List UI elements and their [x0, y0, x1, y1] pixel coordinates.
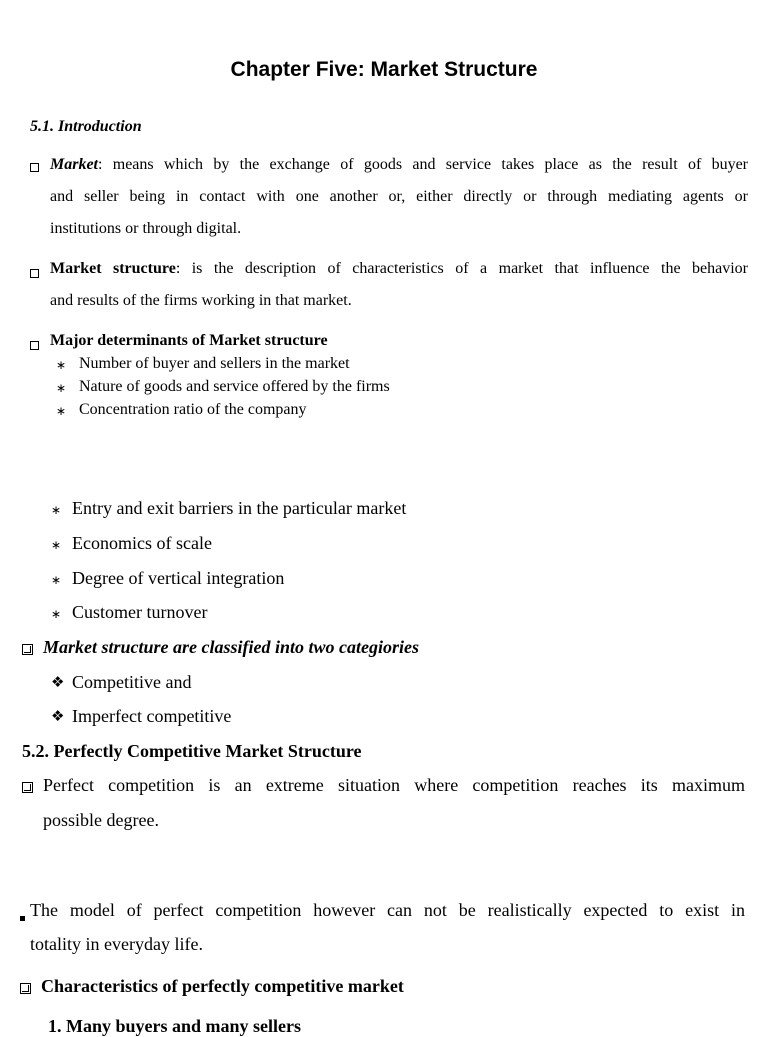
section-heading-introduction: 5.1. Introduction	[30, 118, 142, 135]
characteristics-item-cutoff: 1. Many buyers and many sellers	[48, 1016, 302, 1036]
market-text-line1: : means which by the exchange of goods and service takes place as the result of buyer	[98, 156, 748, 173]
section-heading-perfect-competition: 5.2. Perfectly Competitive Market Structure	[22, 741, 362, 761]
determinant-item: Entry and exit barriers in the particular market	[72, 498, 407, 518]
determinant-item: Nature of goods and service offered by the firms	[79, 378, 390, 395]
market-definition	[50, 156, 748, 252]
structure-term: Market structure	[50, 260, 176, 277]
determinant-item: Customer turnover	[72, 602, 208, 622]
checkbox-bullet-icon	[22, 780, 33, 798]
structure-text-line1: : is the description of characteristics of a market that influence the behavior	[175, 260, 749, 277]
structure-text-line2: and results of the firms working in that market.	[50, 292, 352, 309]
asterisk-bullet-icon: ∗	[51, 573, 62, 587]
checkbox-bullet-icon	[20, 981, 31, 999]
characteristics-heading: Characteristics of perfectly competitive market	[41, 976, 404, 996]
diamond-bullet-icon: ❖	[51, 673, 65, 691]
determinant-item: Number of buyer and sellers in the market	[79, 355, 350, 372]
classification-item: Competitive and	[72, 672, 192, 692]
perfect-def-line2: possible degree.	[43, 810, 159, 830]
model-note-line1: The model of perfect competition however can not be realistically expected to exist in	[30, 900, 745, 920]
market-term: Market	[50, 156, 98, 173]
determinant-item: Economics of scale	[72, 533, 212, 553]
determinant-item: Degree of vertical integration	[72, 568, 285, 588]
page-title: Chapter Five: Market Structure	[230, 58, 538, 81]
classification-item: Imperfect competitive	[72, 706, 232, 726]
cutoff-line-container	[0, 1012, 768, 1036]
market-text-line2: and seller being in contact with one another or, either directly or through mediating agents or	[50, 188, 748, 205]
determinant-item: Concentration ratio of the company	[79, 401, 307, 418]
perfect-competition-definition	[43, 775, 745, 845]
diamond-bullet-icon: ❖	[51, 707, 65, 725]
determinants-heading: Major determinants of Market structure	[50, 332, 328, 349]
structure-definition	[50, 260, 748, 324]
checkbox-bullet-icon	[30, 159, 39, 177]
market-text-line3: institutions or through digital.	[50, 220, 242, 237]
asterisk-bullet-icon: ∗	[56, 358, 67, 372]
perfect-def-line1: Perfect competition is an extreme situation where competition reaches its maximum	[43, 775, 745, 795]
asterisk-bullet-icon: ∗	[56, 381, 67, 395]
checkbox-bullet-icon	[30, 337, 39, 355]
model-note	[30, 900, 745, 968]
asterisk-bullet-icon: ∗	[51, 607, 62, 621]
checkbox-bullet-icon	[22, 642, 33, 660]
square-bullet-icon	[20, 908, 25, 926]
classification-heading: Market structure are classified into two categiories	[43, 637, 419, 657]
asterisk-bullet-icon: ∗	[51, 538, 62, 552]
asterisk-bullet-icon: ∗	[51, 503, 62, 517]
asterisk-bullet-icon: ∗	[56, 404, 67, 418]
model-note-line2: totality in everyday life.	[30, 934, 203, 954]
checkbox-bullet-icon	[30, 265, 39, 283]
